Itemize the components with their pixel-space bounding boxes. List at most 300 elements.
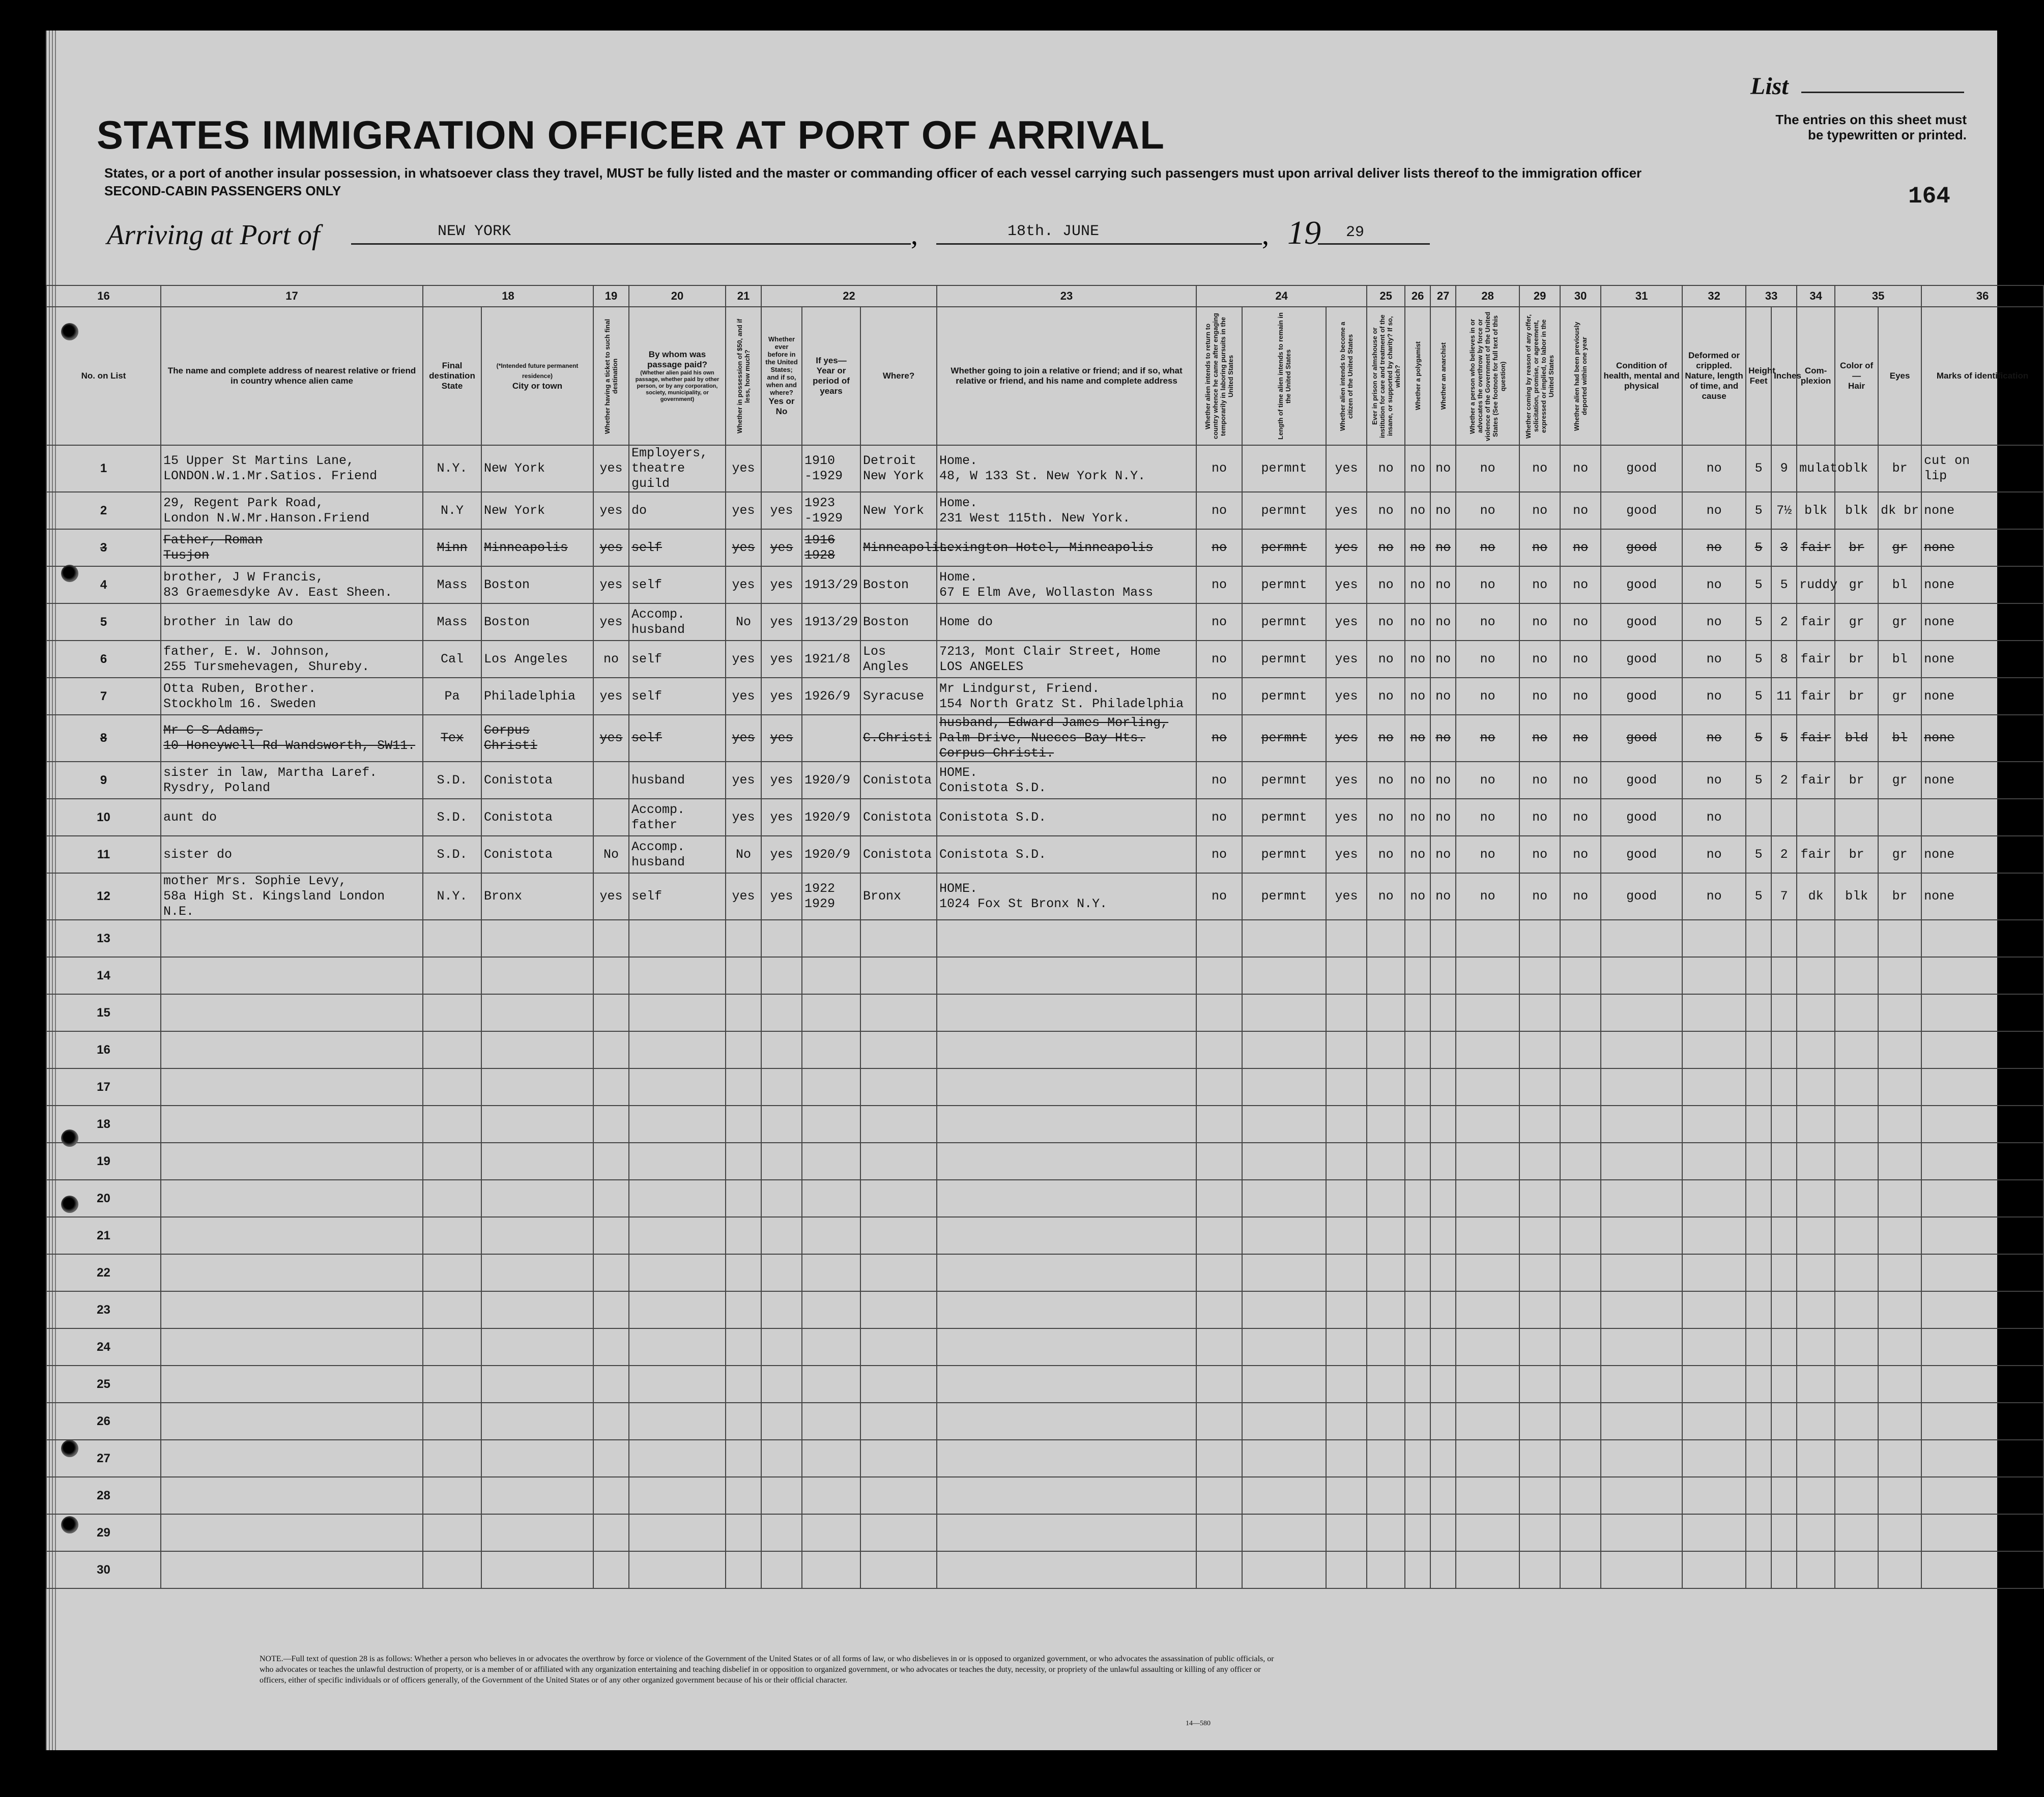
cell-height-feet <box>1746 799 1771 836</box>
cell-has-ticket <box>593 799 629 836</box>
cell-text: Syracuse <box>863 688 925 704</box>
cell-intends-return <box>1196 920 1242 957</box>
cell-before-in-us <box>761 492 802 529</box>
cell-height-feet <box>1746 1180 1771 1217</box>
cell-has-fifty-dollars <box>726 1143 761 1180</box>
cell-list-number <box>46 445 161 492</box>
cell-text: no <box>1212 772 1227 788</box>
cell-intends-return <box>1196 566 1242 603</box>
cell-dest-city <box>481 957 593 994</box>
cell-height-inches <box>1771 566 1797 603</box>
cell-has-fifty-dollars <box>726 641 761 678</box>
cell-health-condition <box>1601 1477 1682 1514</box>
cell-text: none <box>1924 889 1955 904</box>
cell-health-condition <box>1601 1551 1682 1588</box>
cell-length-of-stay <box>1242 1254 1326 1291</box>
cell-intends-citizen <box>1326 920 1367 957</box>
cell-text: fair <box>1800 847 1831 862</box>
cell-text: Boston <box>484 614 530 629</box>
cell-before-in-us <box>761 1551 802 1588</box>
cell-dest-city <box>481 1254 593 1291</box>
cell-has-fifty-dollars <box>726 715 761 762</box>
cell-list-number <box>46 641 161 678</box>
cell-length-of-stay <box>1242 1477 1326 1514</box>
cell-complexion <box>1797 715 1835 762</box>
cell-text: 1922 1929 <box>804 881 836 911</box>
cell-polygamist <box>1405 994 1430 1031</box>
cell-height-inches <box>1771 1068 1797 1106</box>
cell-text: self <box>631 651 663 666</box>
cell-has-ticket <box>593 1514 629 1551</box>
header-q28 <box>1456 307 1519 445</box>
cell-anarchist <box>1430 1217 1456 1254</box>
cell-joining-relative <box>937 1068 1196 1106</box>
cell-text: none <box>1924 731 1955 745</box>
typewritten-note: The entries on this sheet must be typewritten or printed. <box>1775 112 1967 142</box>
cell-text: no <box>1212 614 1227 629</box>
cell-text: no <box>1378 847 1394 862</box>
cell-height-inches <box>1771 603 1797 641</box>
cell-health-condition <box>1601 1254 1682 1291</box>
cell-labor-offer <box>1519 1254 1560 1291</box>
cell-eye-color <box>1878 1068 1921 1106</box>
cell-health-condition <box>1601 1143 1682 1180</box>
cell-complexion <box>1797 678 1835 715</box>
cell-deformed <box>1682 1366 1746 1403</box>
cell-where-in-us <box>860 1031 937 1068</box>
cell-text: No <box>736 614 752 629</box>
cell-previously-deported <box>1560 762 1601 799</box>
cell-eye-color <box>1878 1217 1921 1254</box>
cell-labor-offer <box>1519 836 1560 873</box>
cell-has-fifty-dollars <box>726 1217 761 1254</box>
cell-has-ticket <box>593 1106 629 1143</box>
header-height: Height <box>1748 366 1775 375</box>
cell-nearest-relative <box>161 529 423 566</box>
cell-passage-paid-by <box>629 1254 726 1291</box>
cell-prison-almshouse <box>1367 1068 1405 1106</box>
cell-intends-citizen <box>1326 836 1367 873</box>
cell-length-of-stay <box>1242 762 1326 799</box>
cell-labor-offer <box>1519 1217 1560 1254</box>
cell-text: no <box>1573 847 1589 862</box>
table-row <box>46 1291 2043 1328</box>
cell-prison-almshouse <box>1367 873 1405 920</box>
cell-height-inches <box>1771 445 1797 492</box>
cell-height-inches <box>1771 799 1797 836</box>
cell-health-condition <box>1601 603 1682 641</box>
cell-text: 29, Regent Park Road, London N.W.Mr.Hanson.Friend <box>163 495 370 526</box>
cell-previously-deported <box>1560 1291 1601 1328</box>
cell-text: Minn <box>437 540 468 555</box>
cell-anarchist <box>1430 994 1456 1031</box>
cell-list-number: 25 <box>46 1366 161 1403</box>
cell-previously-deported <box>1560 1366 1601 1403</box>
cell-height-feet <box>1746 566 1771 603</box>
cell-eye-color <box>1878 678 1921 715</box>
cell-nearest-relative <box>161 1068 423 1106</box>
cell-dest-city <box>481 1217 593 1254</box>
cell-dest-city <box>481 1514 593 1551</box>
cell-joining-relative <box>937 957 1196 994</box>
header-yes-no <box>761 307 802 445</box>
cell-text: no <box>1435 651 1451 666</box>
cell-dest-city <box>481 1403 593 1440</box>
cell-years-in-us <box>802 1068 860 1106</box>
cell-labor-offer <box>1519 1403 1560 1440</box>
cell-text: none <box>1924 577 1955 592</box>
header-period-label: Year or period of years <box>813 366 850 396</box>
separator: , <box>911 219 918 251</box>
cell-question-28 <box>1456 1068 1519 1106</box>
cell-nearest-relative <box>161 1477 423 1514</box>
cell-dest-state <box>423 836 481 873</box>
cell-intends-citizen <box>1326 1328 1367 1366</box>
cell-complexion <box>1797 1291 1835 1328</box>
cell-joining-relative <box>937 1440 1196 1477</box>
cell-hair-color <box>1835 873 1878 920</box>
cell-intends-citizen <box>1326 566 1367 603</box>
cell-labor-offer <box>1519 799 1560 836</box>
cell-height-inches <box>1771 678 1797 715</box>
cell-list-number <box>46 715 161 762</box>
cell-text: no <box>1480 651 1495 666</box>
header-prison-text: Ever in prison or almshouse or institution for care and treatment of the insane, or supported by charity? If so, which? <box>1370 314 1401 438</box>
cell-text: no <box>1532 847 1548 862</box>
cell-where-in-us <box>860 994 937 1031</box>
cell-text: no <box>1706 731 1722 745</box>
cell-prison-almshouse <box>1367 957 1405 994</box>
cell-has-ticket <box>593 1217 629 1254</box>
cell-has-fifty-dollars <box>726 1477 761 1514</box>
cell-prison-almshouse <box>1367 1366 1405 1403</box>
cell-text: 5 <box>1754 688 1763 704</box>
header-state <box>423 307 481 445</box>
table-row <box>46 603 2043 641</box>
cell-length-of-stay <box>1242 1514 1326 1551</box>
cell-marks-identification <box>1921 1143 2043 1180</box>
cell-question-28 <box>1456 492 1519 529</box>
cell-text: Mass <box>437 614 468 629</box>
cell-text: Accomp. husband <box>631 839 685 869</box>
cell-before-in-us <box>761 641 802 678</box>
cell-nearest-relative <box>161 1440 423 1477</box>
cell-text: no <box>1480 503 1495 518</box>
binder-hole <box>61 1196 78 1213</box>
cell-text: sister do <box>163 847 233 862</box>
cell-eye-color <box>1878 1403 1921 1440</box>
cell-question-28 <box>1456 1291 1519 1328</box>
cell-dest-state <box>423 994 481 1031</box>
cell-text: gr <box>1892 688 1908 704</box>
cell-polygamist <box>1405 492 1430 529</box>
cell-text: no <box>1410 731 1426 745</box>
cell-complexion <box>1797 1068 1835 1106</box>
cell-height-inches <box>1771 1551 1797 1588</box>
cell-text: husband <box>631 772 685 788</box>
cell-deformed <box>1682 445 1746 492</box>
cell-text: no <box>1532 577 1548 592</box>
cell-nearest-relative <box>161 1403 423 1440</box>
cell-text: fair <box>1800 651 1831 666</box>
cell-text: Conistota <box>484 809 553 825</box>
cell-text: br <box>1892 461 1908 476</box>
cell-passage-paid-by <box>629 715 726 762</box>
cell-text: permnt <box>1261 651 1307 666</box>
cell-health-condition <box>1601 1217 1682 1254</box>
cell-text: self <box>631 540 663 555</box>
cell-previously-deported <box>1560 678 1601 715</box>
cell-hair-color <box>1835 836 1878 873</box>
cell-text: yes <box>599 540 623 555</box>
cell-text: no <box>1410 614 1426 629</box>
cell-passage-paid-by <box>629 920 726 957</box>
cell-intends-citizen <box>1326 1143 1367 1180</box>
cell-hair-color <box>1835 529 1878 566</box>
header-passage-paid <box>629 307 726 445</box>
cell-deformed <box>1682 529 1746 566</box>
cell-text: permnt <box>1261 772 1307 788</box>
cell-before-in-us <box>761 1291 802 1328</box>
table-row <box>46 529 2043 566</box>
cell-text: no <box>1410 809 1426 825</box>
cell-polygamist <box>1405 1180 1430 1217</box>
cell-polygamist <box>1405 529 1430 566</box>
cell-list-number <box>46 762 161 799</box>
cell-text: yes <box>770 688 793 704</box>
cell-joining-relative <box>937 1291 1196 1328</box>
cell-prison-almshouse <box>1367 1477 1405 1514</box>
cell-text: self <box>631 731 663 745</box>
cell-intends-citizen <box>1326 1403 1367 1440</box>
cell-previously-deported <box>1560 873 1601 920</box>
cell-has-ticket <box>593 1254 629 1291</box>
cell-anarchist <box>1430 1291 1456 1328</box>
cell-text: no <box>1532 614 1548 629</box>
cell-years-in-us <box>802 445 860 492</box>
cell-length-of-stay <box>1242 492 1326 529</box>
form-code: 14—580 <box>1186 1720 1211 1727</box>
cell-text: 5 <box>1754 503 1763 518</box>
cell-height-feet <box>1746 873 1771 920</box>
cell-length-of-stay <box>1242 641 1326 678</box>
binder-hole <box>61 1440 78 1457</box>
header-list-number: No. on List <box>46 307 161 445</box>
cell-passage-paid-by <box>629 873 726 920</box>
cell-marks-identification <box>1921 994 2043 1031</box>
table-row <box>46 566 2043 603</box>
cell-passage-paid-by <box>629 1440 726 1477</box>
cell-polygamist <box>1405 566 1430 603</box>
cell-text: bld <box>1845 731 1868 745</box>
header-before-in-us: Whether ever before in the United States; and if so, when and where? <box>765 335 798 396</box>
cell-labor-offer <box>1519 1031 1560 1068</box>
cell-has-ticket <box>593 1551 629 1588</box>
cell-text: fair <box>1800 731 1831 745</box>
cell-years-in-us <box>802 1031 860 1068</box>
cell-text: good <box>1626 461 1657 476</box>
cell-dest-state <box>423 1254 481 1291</box>
cell-health-condition <box>1601 1068 1682 1106</box>
cell-height-inches <box>1771 1366 1797 1403</box>
cell-prison-almshouse <box>1367 920 1405 957</box>
cell-where-in-us <box>860 1068 937 1106</box>
cell-previously-deported <box>1560 566 1601 603</box>
cell-text: no <box>1532 688 1548 704</box>
cell-text: none <box>1924 540 1955 555</box>
table-row <box>46 836 2043 873</box>
column-number: 30 <box>1560 285 1601 307</box>
cell-text: good <box>1626 809 1657 825</box>
cell-height-inches <box>1771 1403 1797 1440</box>
cell-question-28 <box>1456 641 1519 678</box>
table-row <box>46 994 2043 1031</box>
cell-question-28 <box>1456 762 1519 799</box>
cell-intends-return <box>1196 445 1242 492</box>
cell-length-of-stay <box>1242 1366 1326 1403</box>
cell-joining-relative <box>937 994 1196 1031</box>
cell-text: no <box>1435 614 1451 629</box>
cell-intends-return <box>1196 715 1242 762</box>
cell-height-inches <box>1771 920 1797 957</box>
cell-height-feet <box>1746 1254 1771 1291</box>
cell-years-in-us <box>802 641 860 678</box>
cell-previously-deported <box>1560 920 1601 957</box>
cell-labor-offer <box>1519 994 1560 1031</box>
cell-height-inches <box>1771 1106 1797 1143</box>
cell-previously-deported <box>1560 1031 1601 1068</box>
cell-text: yes <box>770 651 793 666</box>
cell-nearest-relative <box>161 641 423 678</box>
cell-health-condition <box>1601 529 1682 566</box>
header-length-stay-text: Length of time alien intends to remain in the United States <box>1276 312 1292 440</box>
cell-anarchist <box>1430 1106 1456 1143</box>
cell-intends-return <box>1196 873 1242 920</box>
cell-prison-almshouse <box>1367 1106 1405 1143</box>
cell-has-ticket <box>593 445 629 492</box>
cell-dest-state <box>423 603 481 641</box>
cell-hair-color <box>1835 1254 1878 1291</box>
cell-deformed <box>1682 1106 1746 1143</box>
cell-anarchist <box>1430 1551 1456 1588</box>
cell-intends-return <box>1196 1366 1242 1403</box>
cell-labor-offer <box>1519 1068 1560 1106</box>
cell-list-number: 19 <box>46 1143 161 1180</box>
cell-complexion <box>1797 1217 1835 1254</box>
table-row <box>46 1551 2043 1588</box>
cell-text: Home. 67 E Elm Ave, Wollaston Mass <box>939 569 1154 600</box>
cell-list-number: 29 <box>46 1514 161 1551</box>
cell-text: S.D. <box>437 772 468 788</box>
cell-passage-paid-by <box>629 1366 726 1403</box>
cell-health-condition <box>1601 994 1682 1031</box>
column-number: 25 <box>1367 285 1405 307</box>
cell-intends-return <box>1196 1143 1242 1180</box>
cell-text: no <box>1532 809 1548 825</box>
cell-eye-color <box>1878 1440 1921 1477</box>
cell-labor-offer <box>1519 715 1560 762</box>
cell-has-fifty-dollars <box>726 492 761 529</box>
cell-text: Conistota <box>484 772 553 788</box>
cell-labor-offer <box>1519 1551 1560 1588</box>
cell-text: yes <box>732 731 755 745</box>
cell-text: Conistota <box>863 809 932 825</box>
cell-nearest-relative <box>161 1291 423 1328</box>
cell-marks-identification <box>1921 1328 2043 1366</box>
page-number: 164 <box>1908 183 1950 210</box>
cell-height-feet <box>1746 762 1771 799</box>
cell-has-ticket <box>593 566 629 603</box>
header-period <box>802 307 860 445</box>
cell-height-feet <box>1746 678 1771 715</box>
cell-text: no <box>1212 889 1227 904</box>
cell-text: good <box>1626 614 1657 629</box>
cell-eye-color <box>1878 1143 1921 1180</box>
cell-height-inches <box>1771 836 1797 873</box>
cell-text: no <box>1212 847 1227 862</box>
cell-text: 11 <box>1776 688 1792 704</box>
cell-where-in-us <box>860 957 937 994</box>
cell-previously-deported <box>1560 641 1601 678</box>
cell-question-28 <box>1456 1031 1519 1068</box>
cell-has-ticket <box>593 715 629 762</box>
cell-height-inches <box>1771 1440 1797 1477</box>
cell-text: Home do <box>939 614 993 629</box>
cell-height-feet <box>1746 1068 1771 1106</box>
cell-hair-color <box>1835 957 1878 994</box>
cell-polygamist <box>1405 920 1430 957</box>
cell-eye-color <box>1878 1477 1921 1514</box>
cell-length-of-stay <box>1242 1143 1326 1180</box>
cell-anarchist <box>1430 799 1456 836</box>
cell-has-ticket <box>593 603 629 641</box>
cell-nearest-relative <box>161 762 423 799</box>
cell-text: mulato <box>1799 461 1846 476</box>
cell-joining-relative <box>937 799 1196 836</box>
cell-text: permnt <box>1261 847 1307 862</box>
cell-text: 7 <box>1780 889 1788 904</box>
cell-marks-identification <box>1921 529 2043 566</box>
manifest-sheet <box>46 31 2029 1750</box>
cell-labor-offer <box>1519 678 1560 715</box>
cell-years-in-us <box>802 1477 860 1514</box>
cell-text: yes <box>732 809 755 825</box>
cell-labor-offer <box>1519 920 1560 957</box>
header-city-label: City or town <box>512 381 563 391</box>
cell-text: br <box>1849 847 1864 862</box>
cell-text: br <box>1892 889 1908 904</box>
cell-text: Home. 48, W 133 St. New York N.Y. <box>939 453 1146 483</box>
cell-where-in-us <box>860 1180 937 1217</box>
cell-dest-city <box>481 762 593 799</box>
table-row <box>46 1143 2043 1180</box>
cell-text: Los Angeles <box>484 651 568 666</box>
cell-polygamist <box>1405 1328 1430 1366</box>
cell-passage-paid-by <box>629 762 726 799</box>
cell-nearest-relative <box>161 492 423 529</box>
cell-text: 1913/29 <box>804 577 858 592</box>
cell-dest-city <box>481 678 593 715</box>
cell-height-inches <box>1771 762 1797 799</box>
cell-before-in-us <box>761 1217 802 1254</box>
cell-text: 1920/9 <box>804 809 851 825</box>
cell-years-in-us <box>802 994 860 1031</box>
cell-text: fair <box>1800 614 1831 629</box>
column-number-row <box>46 285 2043 307</box>
cell-text: yes <box>1335 540 1358 555</box>
cell-dest-state <box>423 1514 481 1551</box>
cell-text: aunt do <box>163 809 217 825</box>
